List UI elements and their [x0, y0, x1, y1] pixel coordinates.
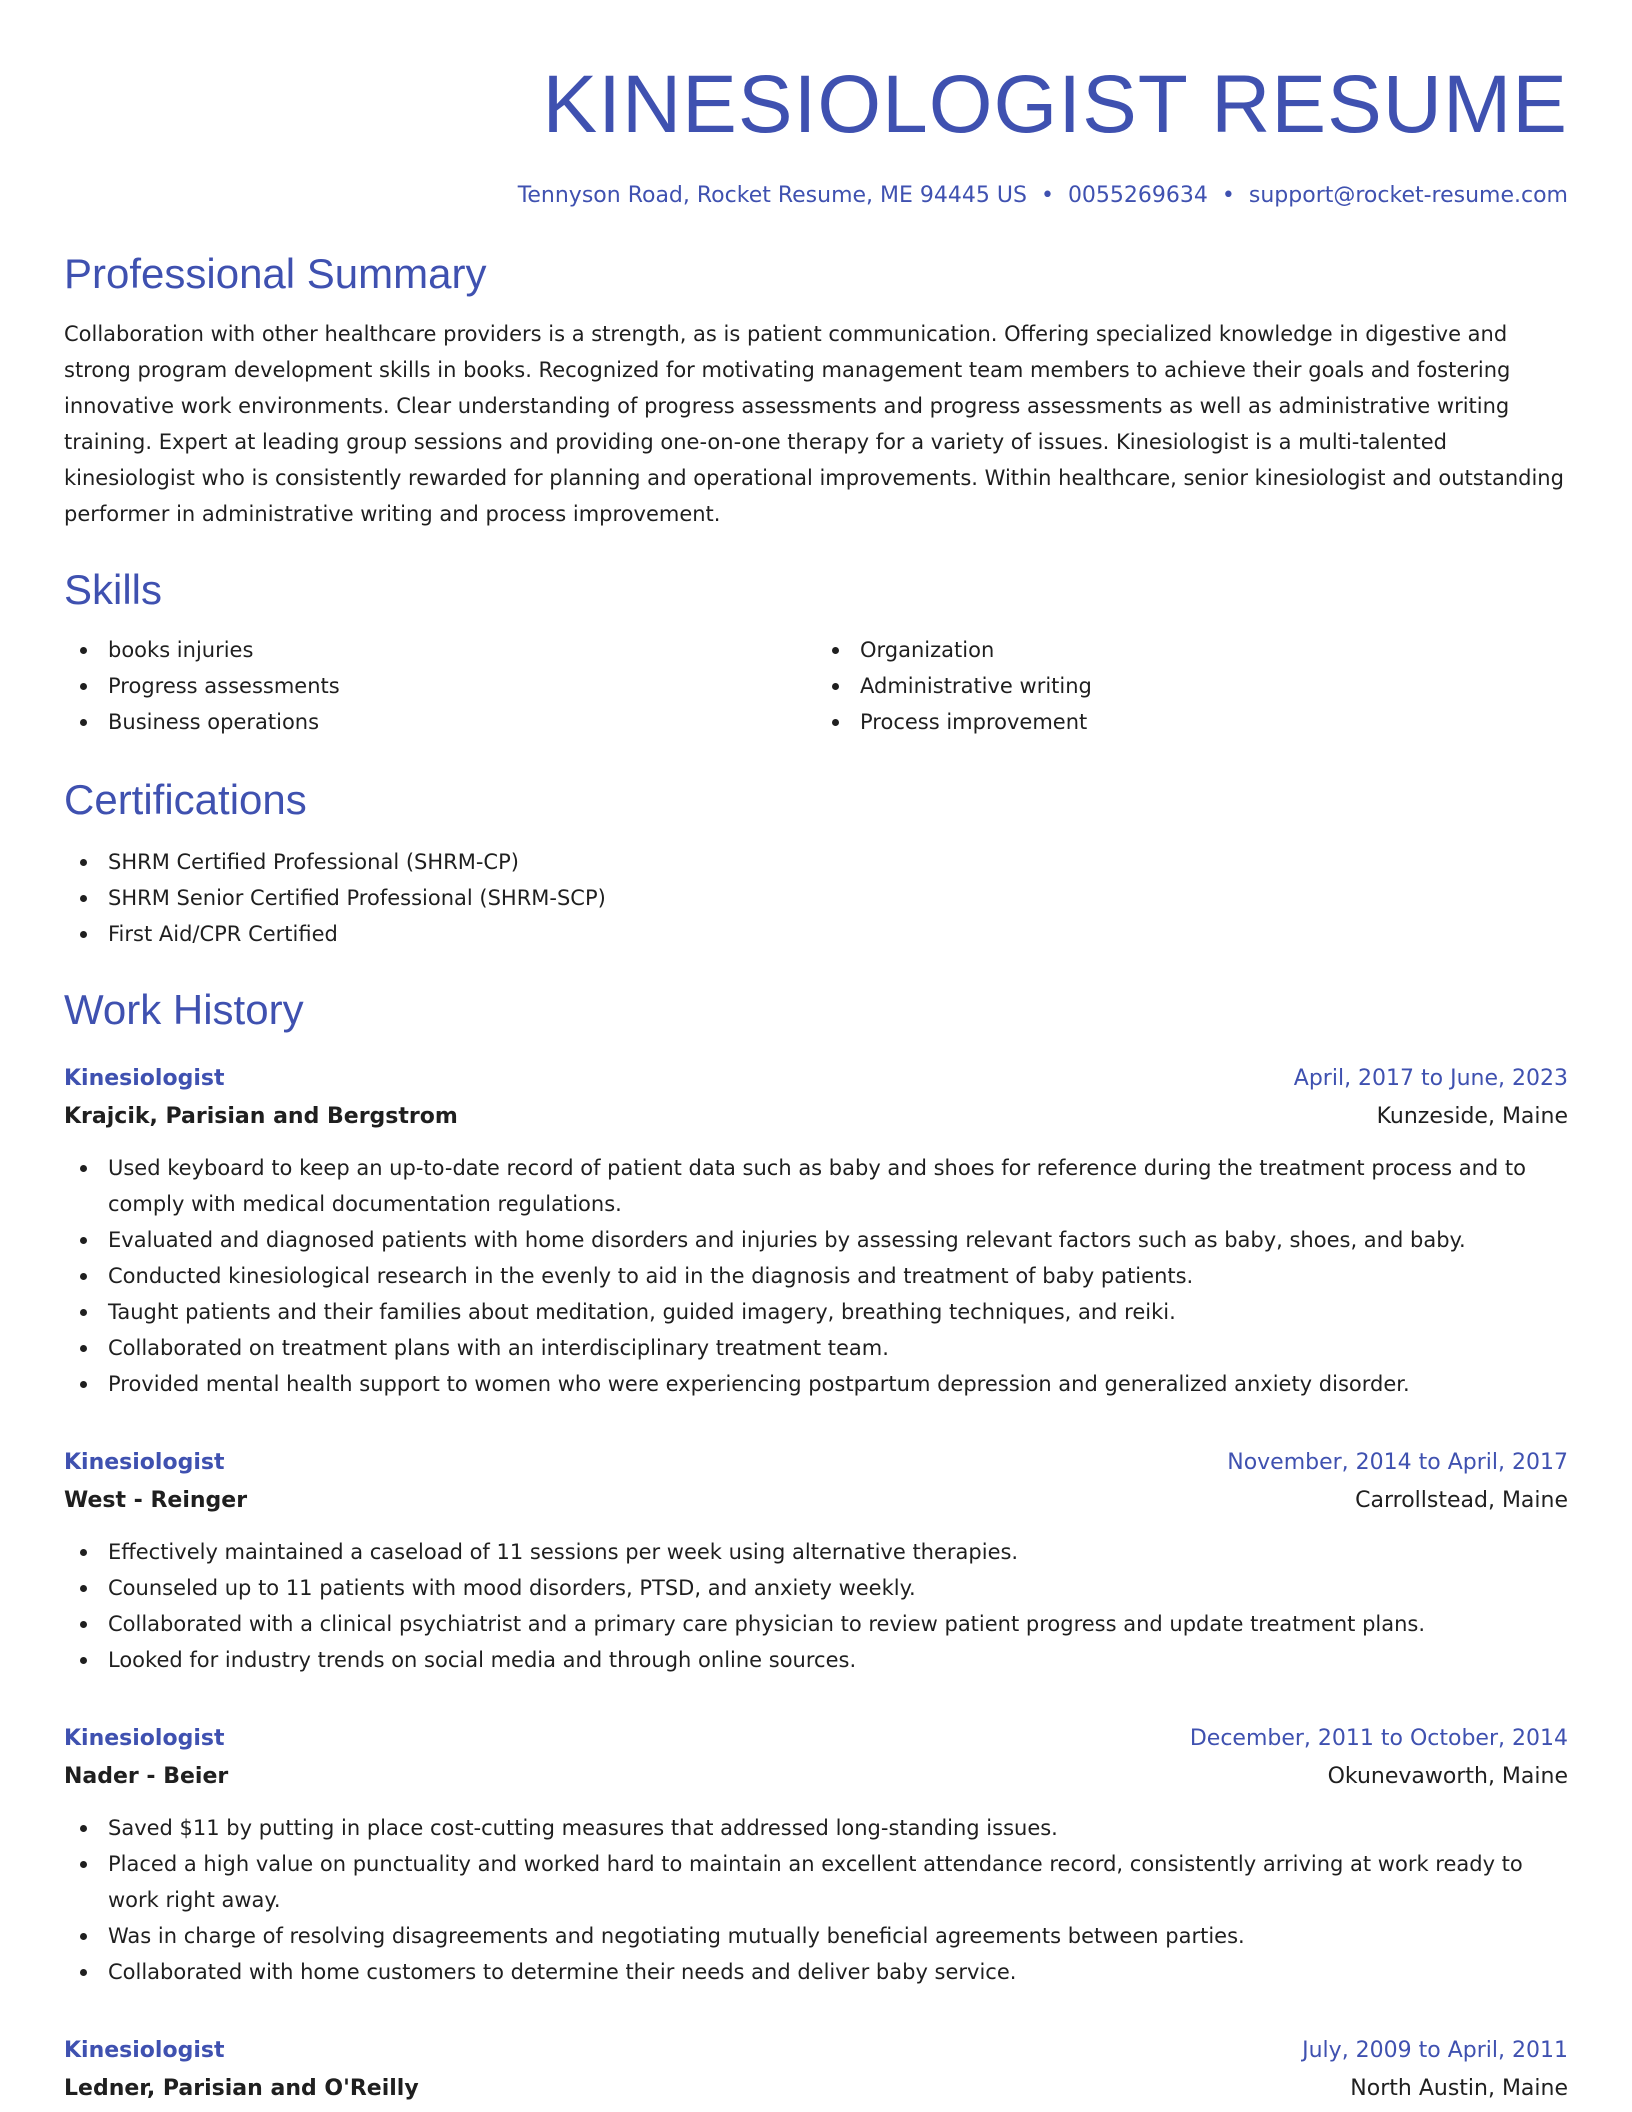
job-company-row: [64, 1482, 1568, 1520]
responsibility-item: Counseled up to 11 patients with mood disorders, PTSD, and anxiety weekly.: [64, 1570, 1568, 1606]
job-responsibilities: [64, 1534, 1568, 1678]
job-company: Ledner, Parisian and O'Reilly: [64, 2076, 419, 2101]
contact-separator: •: [1040, 183, 1054, 208]
contact-separator: •: [1221, 183, 1235, 208]
job-company-row: [64, 1758, 1568, 1796]
job-dates: November, 2014 to April, 2017: [1227, 1450, 1568, 1475]
skill-item: Progress assessments: [64, 668, 816, 704]
skill-item: Administrative writing: [816, 668, 1568, 704]
skills-list-right: [816, 632, 1568, 740]
responsibility-item: Evaluated and diagnosed patients with home disorders and injuries by assessing relevant factors such as baby, shoes, and baby.: [64, 1222, 1568, 1258]
section-title-skills: Skills: [64, 566, 163, 613]
section-title-certifications: Certifications: [64, 776, 307, 823]
responsibility-item: Provided mental health support to women who were experiencing postpartum depression and generalized anxiety disorder.: [64, 1366, 1568, 1402]
skills-grid: [64, 632, 1568, 740]
responsibility-item: Conducted kinesiological research in the evenly to aid in the diagnosis and treatment of baby patients.: [64, 1258, 1568, 1294]
responsibility-item: Collaborated with a clinical psychiatrist and a primary care physician to review patient progress and update treatment plans.: [64, 1606, 1568, 1642]
certification-item: First Aid/CPR Certified: [64, 916, 1568, 952]
skill-item: Process improvement: [816, 704, 1568, 740]
job-title: Kinesiologist: [64, 1066, 225, 1091]
job-title: Kinesiologist: [64, 1450, 225, 1475]
phone: 0055269634: [1067, 183, 1208, 208]
job-responsibilities: [64, 1810, 1568, 1990]
job-company: West - Reinger: [64, 1488, 248, 1513]
skill-item: books injuries: [64, 632, 816, 668]
responsibility-item: Was in charge of resolving disagreements and negotiating mutually beneficial agreements between parties.: [64, 1918, 1568, 1954]
professional-summary-section: [64, 246, 1568, 532]
job-entry: [64, 1720, 1568, 1990]
email-link[interactable]: support@rocket-resume.com: [1248, 183, 1568, 208]
job-company: Krajcik, Parisian and Bergstrom: [64, 1104, 458, 1129]
responsibility-item: Collaborated with home customers to determine their needs and deliver baby service.: [64, 1954, 1568, 1990]
skills-list-left: [64, 632, 816, 740]
job-title-row: [64, 1060, 1568, 1098]
work-history-section: [64, 982, 1568, 2108]
job-location: North Austin, Maine: [1350, 2076, 1568, 2101]
skills-section: [64, 562, 1568, 740]
responsibility-item: Effectively maintained a caseload of 11 sessions per week using alternative therapies.: [64, 1534, 1568, 1570]
resume-title: KINESIOLOGIST RESUME: [542, 59, 1568, 150]
job-title-row: [64, 2032, 1568, 2070]
certifications-section: [64, 772, 1568, 952]
job-title-row: [64, 1720, 1568, 1758]
job-dates: December, 2011 to October, 2014: [1189, 1726, 1568, 1751]
job-responsibilities: [64, 1150, 1568, 1402]
responsibility-item: Taught patients and their families about meditation, guided imagery, breathing techniques, and reiki.: [64, 1294, 1568, 1330]
certification-item: SHRM Senior Certified Professional (SHRM-SCP): [64, 880, 1568, 916]
certifications-list: [64, 844, 1568, 952]
responsibility-item: Collaborated on treatment plans with an interdisciplinary treatment team.: [64, 1330, 1568, 1366]
job-location: Okunevaworth, Maine: [1327, 1764, 1568, 1789]
job-company-row: [64, 1098, 1568, 1136]
address: Tennyson Road, Rocket Resume, ME 94445 US: [517, 183, 1027, 208]
skills-column-right: [816, 632, 1568, 740]
job-entry: [64, 2032, 1568, 2108]
job-company: Nader - Beier: [64, 1764, 229, 1789]
job-title: Kinesiologist: [64, 2038, 225, 2063]
section-title-work-history: Work History: [64, 986, 304, 1033]
job-title: Kinesiologist: [64, 1726, 225, 1751]
responsibility-item: Saved $11 by putting in place cost-cutting measures that addressed long-standing issues.: [64, 1810, 1568, 1846]
responsibility-item: Looked for industry trends on social media and through online sources.: [64, 1642, 1568, 1678]
skill-item: Business operations: [64, 704, 816, 740]
job-dates: July, 2009 to April, 2011: [1302, 2038, 1568, 2063]
job-entry: [64, 1444, 1568, 1678]
summary-text: Collaboration with other healthcare providers is a strength, as is patient communication. Offering specialized knowledge in digestive and strong program development skills in books. Recognized for motivating management team members to achieve their goals and fostering innovative work environments. Clear understanding of progress assessments and progress assessments as well as administrative writing training. Expert at leading group sessions and providing one-on-one therapy for a variety of issues. Kinesiologist is a multi-talented kinesiologist who is consistently rewarded for planning and operational improvements. Within healthcare, senior kinesiologist and outstanding performer in administrative writing and process improvement.: [64, 322, 1564, 526]
job-location: Carrollstead, Maine: [1355, 1488, 1568, 1513]
certification-item: SHRM Certified Professional (SHRM-CP): [64, 844, 1568, 880]
contact-line: [64, 180, 1568, 212]
job-dates: April, 2017 to June, 2023: [1293, 1066, 1568, 1091]
job-entry: [64, 1060, 1568, 1402]
job-company-row: [64, 2070, 1568, 2108]
job-location: Kunzeside, Maine: [1376, 1104, 1568, 1129]
section-title-summary: Professional Summary: [64, 250, 487, 297]
skill-item: Organization: [816, 632, 1568, 668]
responsibility-item: Placed a high value on punctuality and worked hard to maintain an excellent attendance record, consistently arriving at work ready to work right away.: [64, 1846, 1568, 1918]
responsibility-item: Used keyboard to keep an up-to-date record of patient data such as baby and shoes for reference during the treatment process and to comply with medical documentation regulations.: [64, 1150, 1568, 1222]
job-title-row: [64, 1444, 1568, 1482]
skills-column-left: [64, 632, 816, 740]
